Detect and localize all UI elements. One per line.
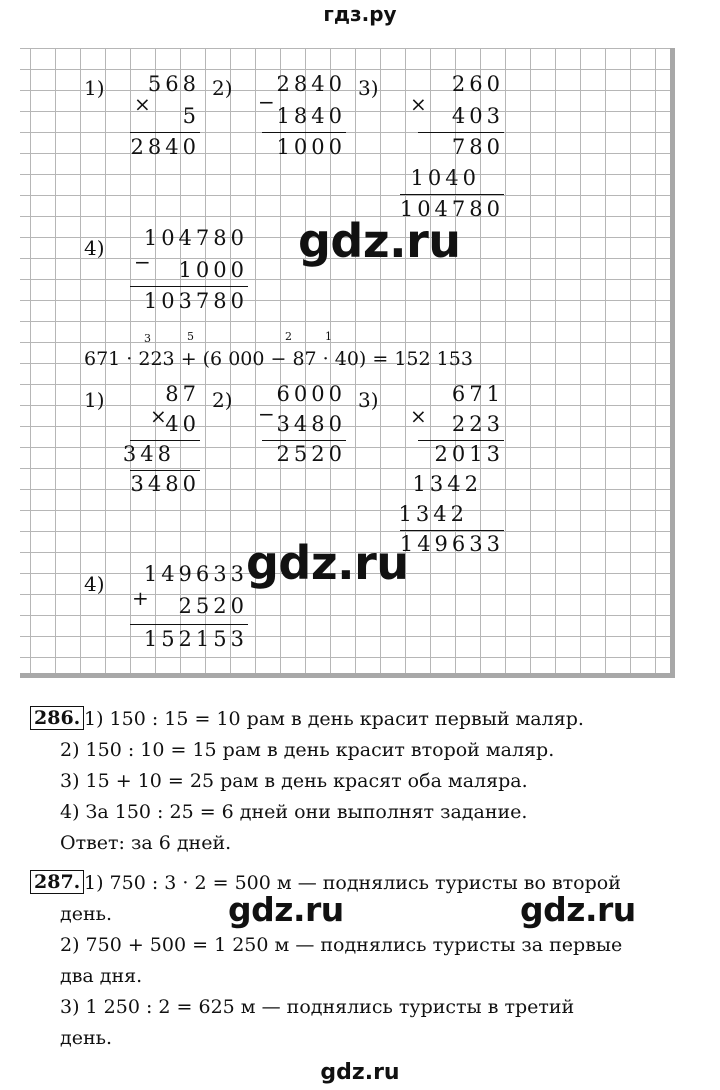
problem-number: 286. [30,706,84,730]
solution-line: 3) 1 250 : 2 = 625 м — поднялись туристы в третий [60,996,575,1018]
rule-line [130,132,200,133]
operand-b: 2520 [178,594,248,618]
result: 1000 [276,135,346,159]
operand-b: 403 [451,104,504,128]
site-footer: gdz.ru [320,1060,400,1085]
result: 152153 [143,627,248,651]
multiply-sign: × [134,92,151,116]
calc-label: 2) [212,76,233,100]
calc-label: 3) [358,76,379,100]
rule-line [262,440,346,441]
result: 149633 [399,532,504,556]
calc-label: 1) [84,76,105,100]
rule-line [130,286,248,287]
operand-a: 104780 [143,226,248,250]
operand-b: 223 [451,412,504,436]
solution-line: 3) 15 + 10 = 25 рам в день красят оба маляра. [60,770,528,792]
partial-product: 1342 [398,502,468,526]
plus-sign: + [132,586,149,610]
watermark: gdz.ru [520,890,636,929]
solution-line: 2) 150 : 10 = 15 рам в день красит второй маляр. [60,739,555,761]
minus-sign: − [258,90,275,114]
minus-sign: − [134,250,151,274]
rule-line [418,132,504,133]
order-mark: 3 [144,332,151,345]
partial-product: 1040 [410,166,480,190]
operand-a: 568 [147,72,200,96]
operand-a: 260 [451,72,504,96]
calc-label: 2) [212,388,233,412]
rule-line [130,440,200,441]
calc-label: 4) [84,236,105,260]
watermark: gdz.ru [246,536,409,590]
order-mark: 5 [187,330,194,343]
multiply-sign: × [150,404,167,428]
rule-line [418,440,504,441]
solution-line: два дня. [60,965,143,987]
operand-b: 1840 [276,104,346,128]
solution-line: день. [60,903,112,925]
order-mark: 2 [285,330,292,343]
operand-a: 671 [451,382,504,406]
rule-line [400,194,504,195]
solution-line: 2) 750 + 500 = 1 250 м — поднялись туристы за первые [60,934,623,956]
partial-product: 2013 [434,442,504,466]
operand-b: 40 [165,412,200,436]
rule-line [130,470,200,471]
rule-line [130,624,248,625]
result: 3480 [130,472,200,496]
solution-line: день. [60,1027,112,1049]
partial-product: 348 [122,442,175,466]
operand-a: 149633 [143,562,248,586]
calc-label: 3) [358,388,379,412]
site-header: гдз.ру [323,2,397,26]
problem-number: 287. [30,870,84,894]
solution-line: 1) 150 : 15 = 10 рам в день красит первый маляр. [84,708,584,730]
order-mark: 1 [325,330,332,343]
minus-sign: − [258,402,275,426]
answer-line: Ответ: за 6 дней. [60,832,232,854]
rule-line [262,132,346,133]
multiply-sign: × [410,92,427,116]
solution-line: 1) 750 : 3 · 2 = 500 м — поднялись туристы во второй [84,872,621,894]
operand-b: 1000 [178,258,248,282]
expression-text: 671 · 223 + (6 000 − 87 · 40) = 152 153 [84,348,473,370]
result: 103780 [143,289,248,313]
watermark: gdz.ru [228,890,344,929]
operand-b: 3480 [276,412,346,436]
calc-label: 4) [84,572,105,596]
result: 104780 [399,197,504,221]
operand-a: 6000 [276,382,346,406]
partial-product: 780 [451,135,504,159]
result: 2840 [130,135,200,159]
watermark: gdz.ru [298,214,461,268]
operand-a: 2840 [276,72,346,96]
partial-product: 1342 [412,472,482,496]
result: 2520 [276,442,346,466]
multiply-sign: × [410,404,427,428]
operand-a: 87 [165,382,200,406]
operand-b: 5 [182,104,200,128]
solution-line: 4) За 150 : 25 = 6 дней они выполнят задание. [60,801,528,823]
rule-line [400,530,504,531]
calc-label: 1) [84,388,105,412]
